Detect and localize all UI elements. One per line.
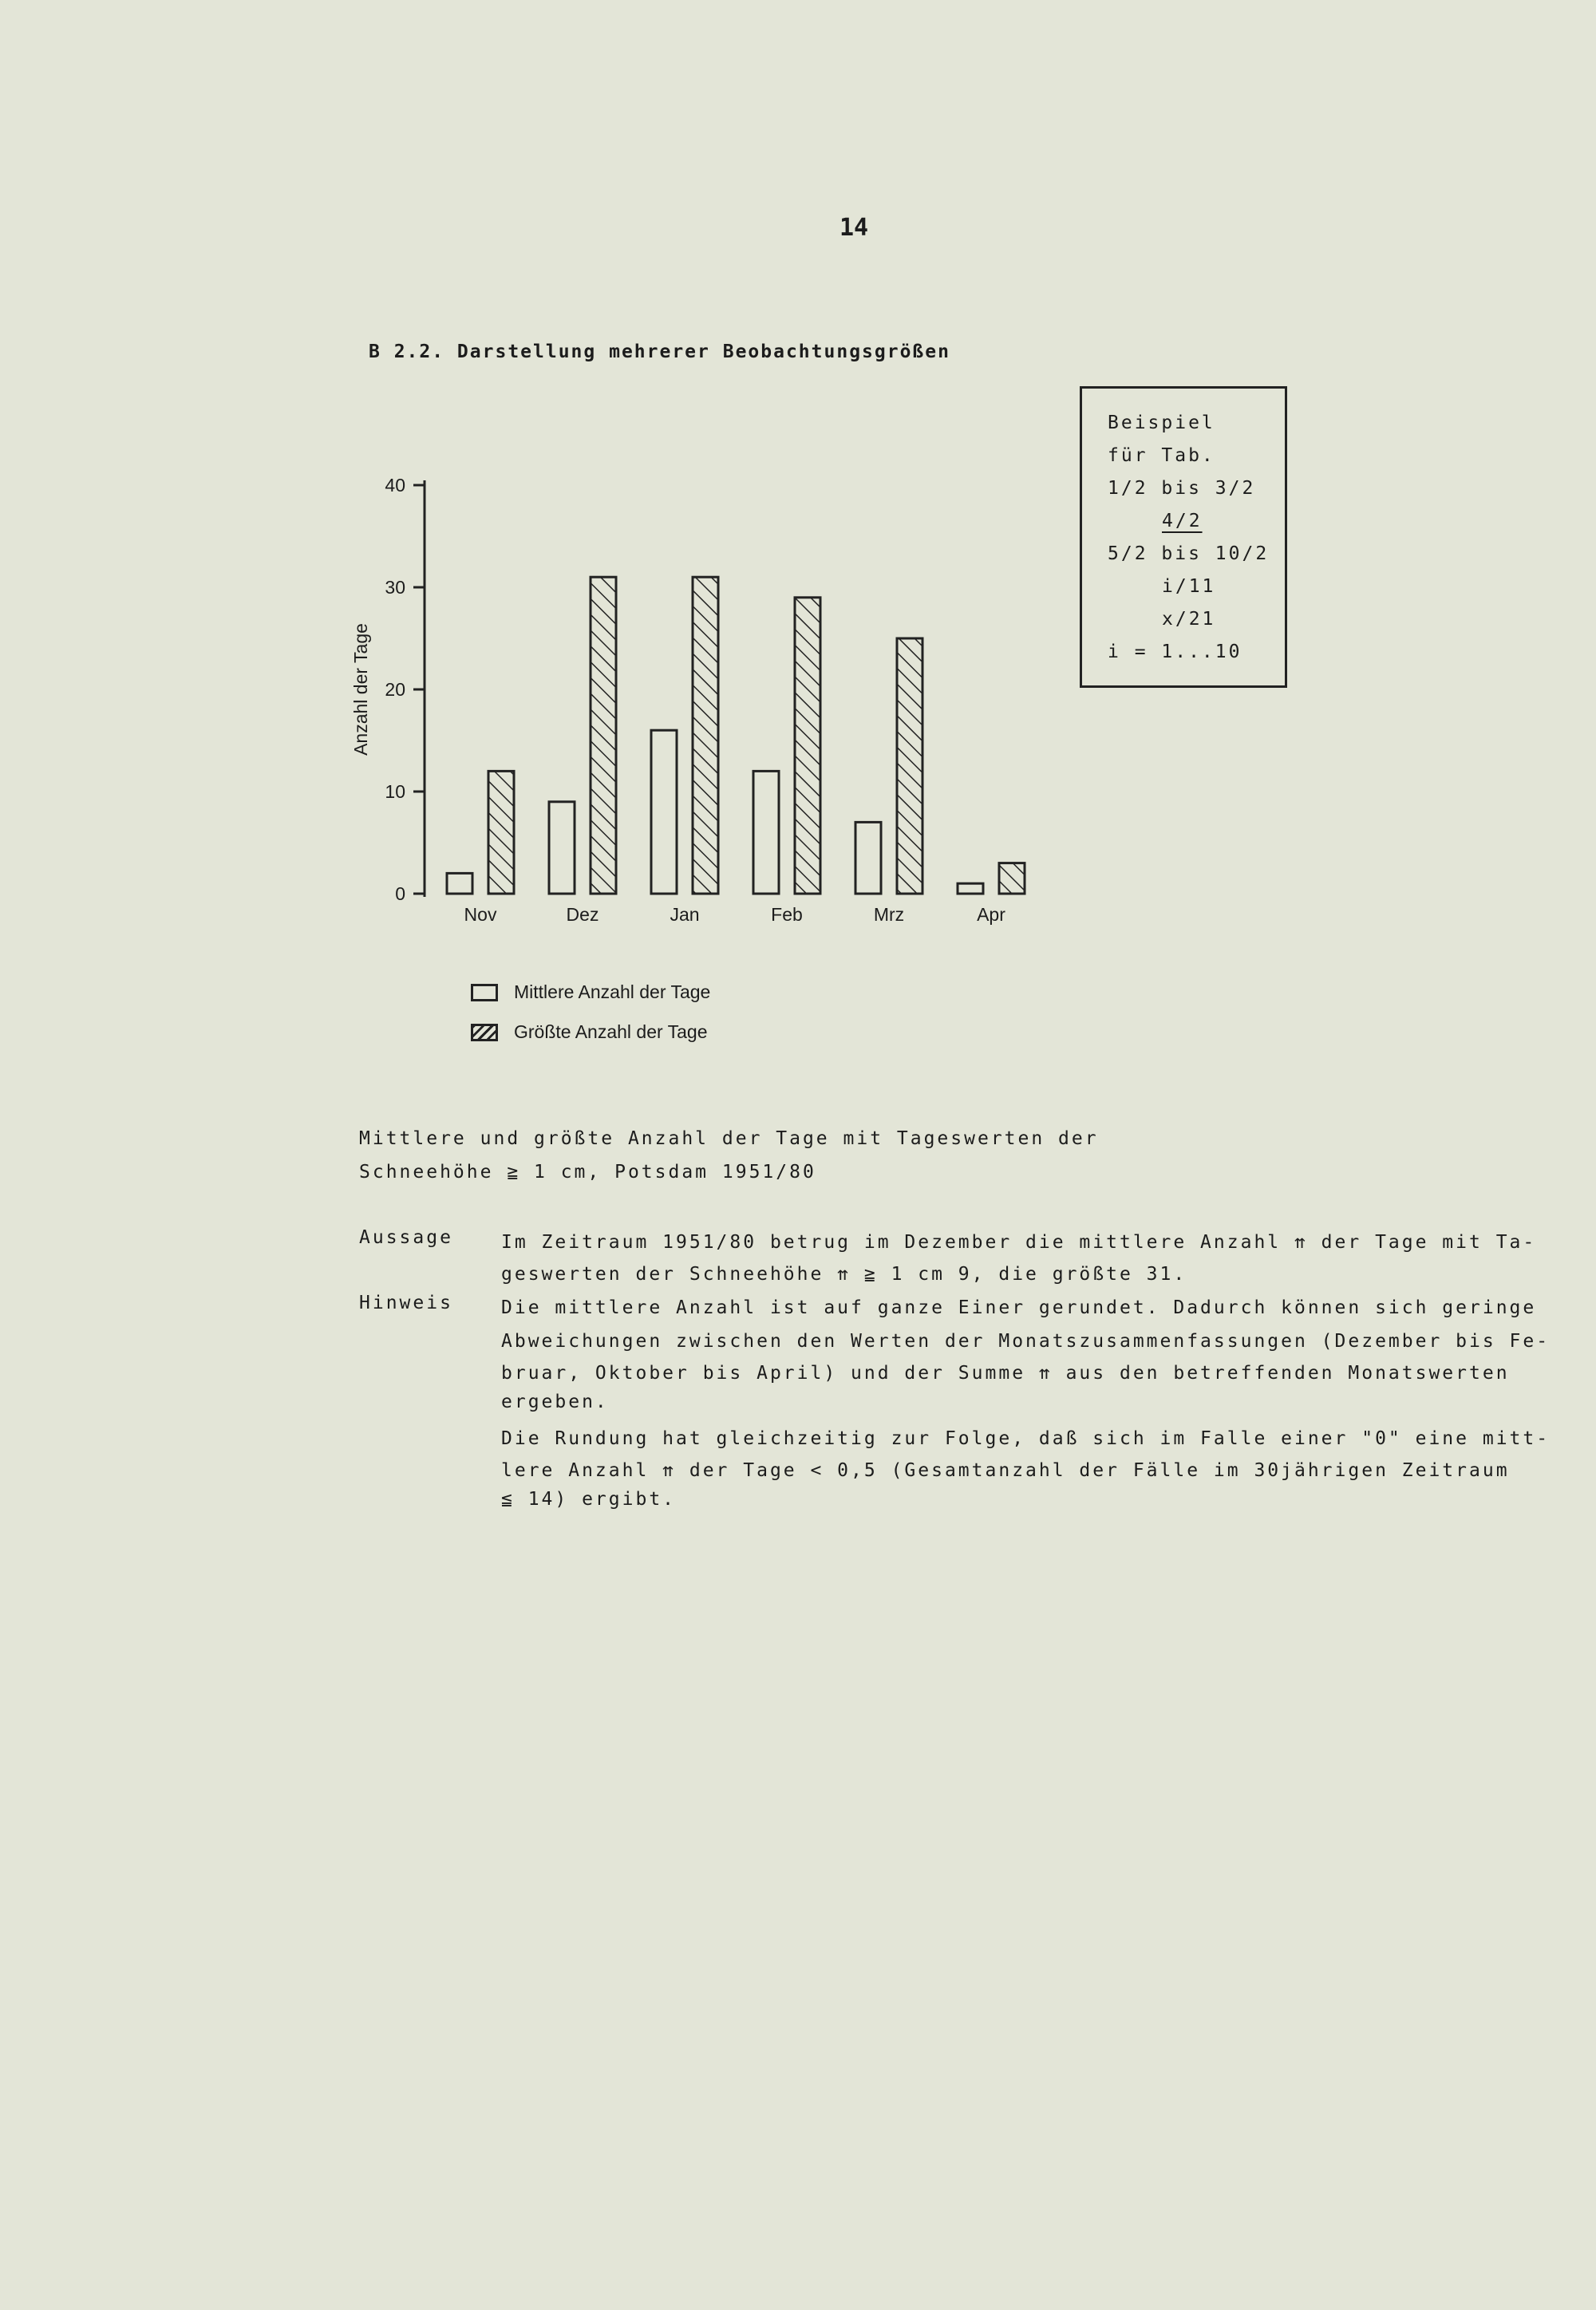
example-line: 1/2 bis 3/2 [1108, 478, 1256, 499]
x-tick-label: Jan [670, 904, 700, 925]
aussage-line: geswerten der Schneehöhe ⇈ ≧ 1 cm 9, die größte 31. [501, 1264, 1187, 1285]
figure-caption-line: Schneehöhe ≧ 1 cm, Potsdam 1951/80 [359, 1162, 816, 1183]
bar-mean-nov [447, 873, 472, 894]
legend-swatch-open-icon [471, 984, 498, 1001]
bar-max-dez [591, 577, 616, 894]
y-tick-label: 20 [385, 679, 405, 700]
x-tick-label: Dez [566, 904, 599, 925]
y-axis-label: Anzahl der Tage [350, 623, 371, 756]
hinweis-line: Abweichungen zwischen den Werten der Monatszusammenfassungen (Dezember bis Fe- [501, 1331, 1551, 1352]
section-title: B 2.2. Darstellung mehrerer Beobachtungsgrößen [369, 342, 950, 362]
aussage-label: Aussage [359, 1227, 453, 1248]
example-line: x/21 [1162, 609, 1216, 630]
x-tick-label: Apr [977, 904, 1005, 925]
page-number: 14 [839, 214, 869, 242]
bar-mean-jan [651, 730, 677, 894]
x-tick-label: Mrz [873, 904, 905, 925]
legend-label-mean: Mittlere Anzahl der Tage [514, 981, 711, 1002]
aussage-line: Im Zeitraum 1951/80 betrug im Dezember die mittlere Anzahl ⇈ der Tage mit Ta- [501, 1232, 1537, 1253]
legend-label-max: Größte Anzahl der Tage [514, 1021, 708, 1042]
bar-mean-apr [958, 883, 983, 894]
bar-max-nov [488, 771, 514, 894]
y-tick-label: 10 [385, 781, 405, 802]
y-tick-label: 0 [395, 883, 405, 904]
legend-swatch-hatched-icon [471, 1024, 498, 1041]
legend-item-mean [471, 981, 710, 1003]
hinweis-line: Die Rundung hat gleichzeitig zur Folge, daß sich im Falle einer "0" eine mitt- [501, 1428, 1551, 1449]
bar-max-jan [693, 577, 718, 894]
hinweis-line: ≦ 14) ergibt. [501, 1489, 677, 1510]
example-line: für Tab. [1108, 445, 1215, 466]
example-line: i = 1...10 [1108, 642, 1242, 662]
figure-caption-line: Mittlere und größte Anzahl der Tage mit Tageswerten der [359, 1128, 1099, 1149]
example-line: i/11 [1162, 576, 1216, 597]
bar-max-mrz [897, 638, 922, 894]
example-box [1080, 386, 1287, 688]
example-line: 4/2 [1162, 511, 1203, 531]
x-tick-label: Nov [464, 904, 497, 925]
hinweis-line: ergeben. [501, 1392, 609, 1412]
bar-mean-feb [753, 771, 779, 894]
hinweis-line: Die mittlere Anzahl ist auf ganze Einer gerundet. Dadurch können sich geringe [501, 1297, 1537, 1318]
hinweis-line: bruar, Oktober bis April) und der Summe ⇈ aus den betreffenden Monatswerten [501, 1363, 1510, 1384]
bar-max-apr [999, 863, 1025, 894]
bar-mean-dez [549, 802, 575, 894]
bar-chart [335, 455, 1053, 950]
hinweis-label: Hinweis [359, 1293, 453, 1313]
example-line: 5/2 bis 10/2 [1108, 543, 1270, 564]
bar-mean-mrz [855, 822, 881, 894]
legend-item-max [471, 1021, 708, 1043]
bar-max-feb [795, 598, 820, 894]
example-line: Beispiel [1108, 413, 1215, 433]
hinweis-line: lere Anzahl ⇈ der Tage < 0,5 (Gesamtanzahl der Fälle im 30jährigen Zeitraum [501, 1460, 1510, 1481]
x-tick-label: Feb [771, 904, 803, 925]
y-tick-label: 30 [385, 577, 405, 598]
y-tick-label: 40 [385, 475, 405, 496]
